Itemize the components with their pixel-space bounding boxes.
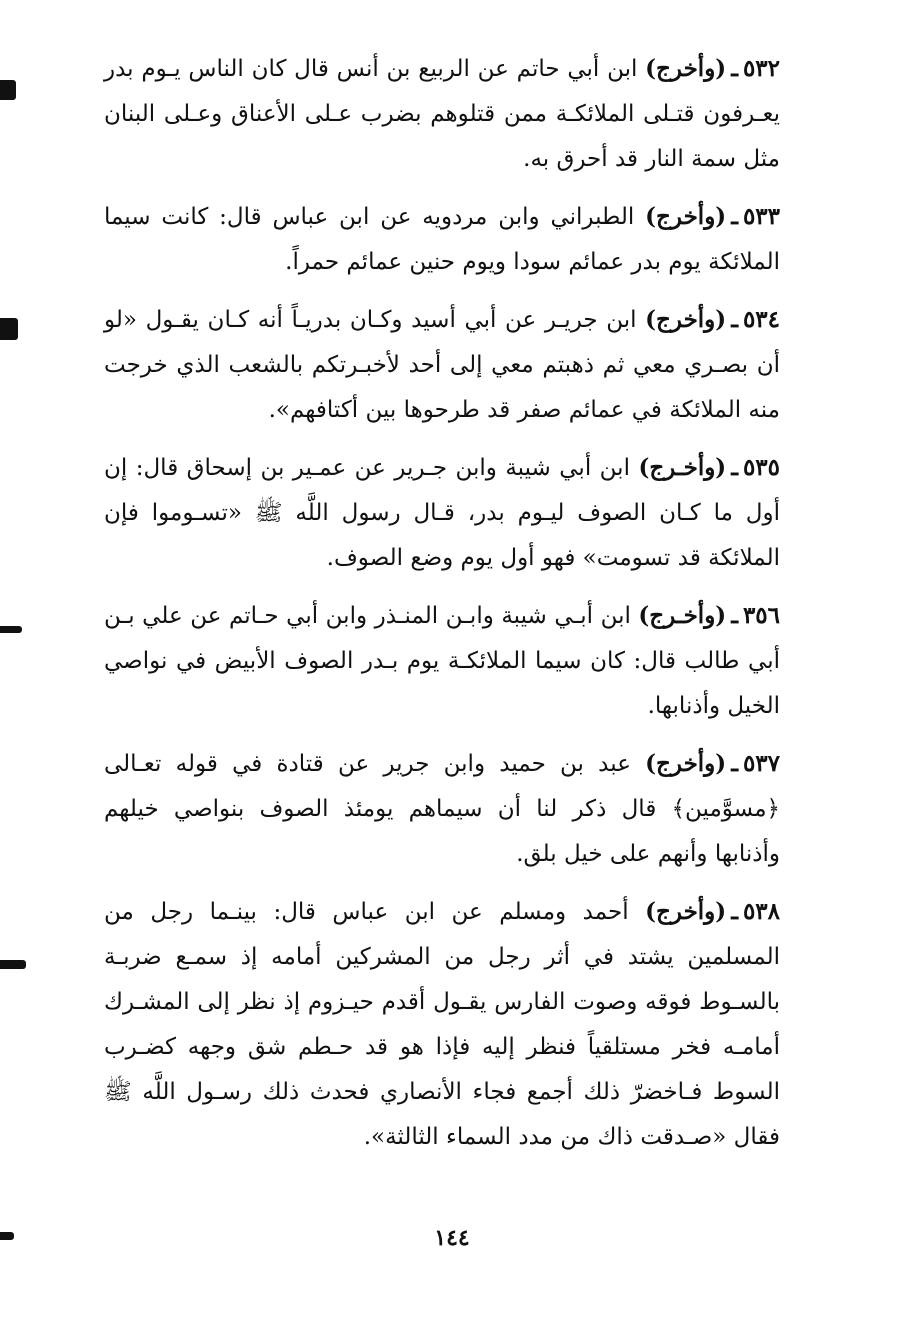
entry-source-marker: (وأخرج) [645, 203, 727, 230]
page-number: ١٤٤ [434, 1225, 470, 1251]
entry-dash: ـ [731, 454, 738, 481]
entry-source-marker: (وأخرج) [645, 55, 727, 82]
document-page [104, 46, 780, 1226]
entry-text: أحمد ومسلم عن ابن عباس قال: بينـما رجل من المسلمين يشتد في أثر رجل من المشركين أمامه إذ سمـع ضربـة بالسـوط فوقه وصوت الفارس يقـول أقدم حيـزوم إذ نظر إلى المشـرك أمامـه فخر مستلقياً فنظر إليه فإذا هو قد حـطم شق وجهه كضـرب السوط فـاخضرّ ذلك أجمع فجاء الأنصاري فحدث ذلك رسـول اللَّه ﷺ فقال «صـدقت ذاك من مدد السماء الثالثة». [104, 899, 780, 1150]
entry-text: ابن أبي حاتم عن الربيع بن أنس قال كان الناس يـوم بدر يعـرفون قتـلى الملائكـة ممن قتلوهم بضرب عـلى الأعناق وعـلى البنان مثل سمة النار قد أحرق به. [104, 56, 780, 172]
entry-dash: ـ [731, 55, 738, 82]
entry-text: ابن جريـر عن أبي أسيد وكـان بدريـاً أنه كـان يقـول «لو أن بصـري معي ثم ذهبتم معي إلى أحد لأخبـرتكم بالشعب الذي خرجت منه الملائكة في عمائم صفر قد طرحوها بين أكتافهم». [104, 307, 780, 423]
entry-source-marker: (وأخـرج) [638, 602, 727, 629]
hadith-entry-534 [104, 297, 780, 433]
entry-source-marker: (وأخـرج) [638, 454, 727, 481]
entry-number: ٥٣٨ [742, 898, 780, 925]
hadith-entry-533 [104, 194, 780, 285]
hadith-entry-532 [104, 46, 780, 182]
entry-number: ٥٣٤ [742, 306, 780, 333]
entry-source-marker: (وأخرج) [645, 898, 727, 925]
scan-edge-mark [0, 960, 26, 969]
entry-number: ٥٣٧ [742, 750, 780, 777]
entry-number: ٥٣٢ [742, 55, 781, 82]
scan-edge-mark [0, 318, 18, 340]
entry-dash: ـ [731, 602, 738, 629]
hadith-entry-538 [104, 889, 780, 1160]
entry-number: ٥٣٥ [742, 454, 781, 481]
entry-dash: ـ [731, 750, 738, 777]
scan-edge-mark [0, 80, 16, 100]
entry-text: ابن أبي شيبة وابن جـرير عن عمـير بن إسحاق قال: إن أول ما كـان الصوف ليـوم بدر، قـال رسول اللَّه ﷺ «تسـوموا فإن الملائكة قد تسومت» فهو أول يوم وضع الصوف. [104, 455, 780, 571]
entry-text: ابن أبـي شيبة وابـن المنـذر وابن أبي حـاتم عن علي بـن أبي طالب قال: كان سيما الملائكـة يوم بـدر الصوف الأبيض في نواصي الخيل وأذنابها. [104, 603, 780, 719]
hadith-entry-537 [104, 741, 780, 877]
entry-source-marker: (وأخرج) [645, 750, 727, 777]
entry-dash: ـ [731, 306, 738, 333]
scan-edge-mark [0, 626, 22, 633]
entry-source-marker: (وأخرج) [645, 306, 727, 333]
entry-number: ٣٥٦ [742, 602, 780, 629]
entry-number: ٥٣٣ [742, 203, 781, 230]
entry-text: الطبراني وابن مردويه عن ابن عباس قال: كانت سيما الملائكة يوم بدر عمائم سودا ويوم حنين عمائم حمراً. [104, 204, 780, 275]
scan-edge-mark [0, 1232, 14, 1240]
hadith-entry-536 [104, 593, 780, 729]
entry-dash: ـ [731, 203, 738, 230]
hadith-entry-535 [104, 445, 780, 581]
entry-text: عبد بن حميد وابن جرير عن قتادة في قوله تعـالى ﴿مسوَّمين﴾ قال ذكر لنا أن سيماهم يومئذ الصوف بنواصي خيلهم وأذنابها وأنهم على خيل بلق. [104, 751, 780, 867]
entry-dash: ـ [731, 898, 738, 925]
